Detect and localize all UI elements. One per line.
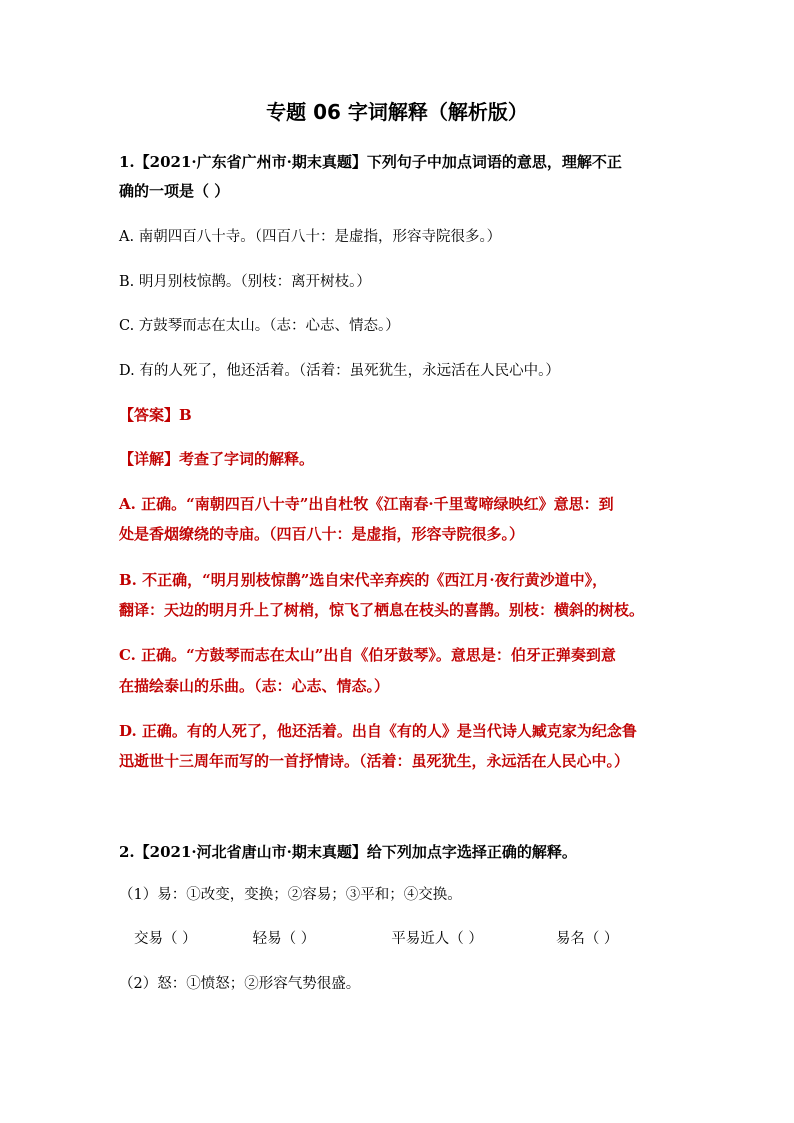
q1-explain-a-line1: A. 正确。“南朝四百八十寺”出自杜牧《江南春·千里莺啼绿映红》意思：到 bbox=[119, 495, 614, 513]
q1-answer: 【答案】B bbox=[119, 406, 192, 424]
q1-explain-head: 【详解】考查了字词的解释。 bbox=[119, 450, 315, 468]
q2-stem: 2.【2021·河北省唐山市·期末真题】给下列加点字选择正确的解释。 bbox=[119, 843, 577, 861]
q1-option-b: B. 明月别枝惊鹊。（别枝：离开树枝。） bbox=[119, 274, 371, 290]
q1-option-c: C. 方鼓琴而志在太山。（志：心志、情态。） bbox=[119, 318, 400, 334]
q1-explain-a-line2: 处是香烟缭绕的寺庙。（四百八十：是虚指，形容寺院很多。） bbox=[119, 525, 525, 543]
fill-blank-yiming[interactable]: 易名（ ） bbox=[555, 931, 619, 947]
q2-fill-row bbox=[134, 929, 704, 949]
fill-blank-qingyi[interactable]: 轻易（ ） bbox=[252, 931, 316, 947]
q1-stem-line2: 确的一项是（ ） bbox=[119, 182, 230, 200]
q1-explain-d-line2: 迅逝世十三周年而写的一首抒情诗。（活着：虽死犹生，永远活在人民心中。） bbox=[119, 752, 630, 770]
fill-blank-pingyijinren[interactable]: 平易近人（ ） bbox=[391, 931, 483, 947]
fill-blank-jiaoyi[interactable]: 交易（ ） bbox=[134, 931, 197, 947]
q1-explain-b-line2: 翻译：天边的明月升上了树梢，惊飞了栖息在枝头的喜鹊。别枝：横斜的树枝。 bbox=[119, 601, 645, 619]
q1-explain-c-line1: C. 正确。“方鼓琴而志在太山”出自《伯牙鼓琴》。意思是：伯牙正弹奏到意 bbox=[119, 646, 616, 664]
q1-option-d: D. 有的人死了，他还活着。（活着：虽死犹生，永远活在人民心中。） bbox=[119, 363, 560, 379]
q1-explain-c-line2: 在描绘泰山的乐曲。（志：心志、情态。） bbox=[119, 677, 390, 695]
q1-option-a: A. 南朝四百八十寺。（四百八十：是虚指，形容寺院很多。） bbox=[119, 229, 502, 245]
q1-stem-line1: 1.【2021·广东省广州市·期末真题】下列句子中加点词语的意思，理解不正 bbox=[119, 153, 622, 171]
page-title: 专题 06 字词解释（解析版） bbox=[266, 100, 528, 124]
q1-explain-d-line1: D. 正确。有的人死了，他还活着。出自《有的人》是当代诗人臧克家为纪念鲁 bbox=[119, 722, 637, 740]
q1-explain-b-line1: B. 不正确，“明月别枝惊鹊”选自宋代辛弃疾的《西江月·夜行黄沙道中》， bbox=[119, 571, 608, 589]
q2-sub2: （2）怒：①愤怒；②形容气势很盛。 bbox=[119, 976, 361, 992]
q2-sub1: （1）易：①改变，变换；②容易；③平和；④交换。 bbox=[119, 887, 462, 903]
